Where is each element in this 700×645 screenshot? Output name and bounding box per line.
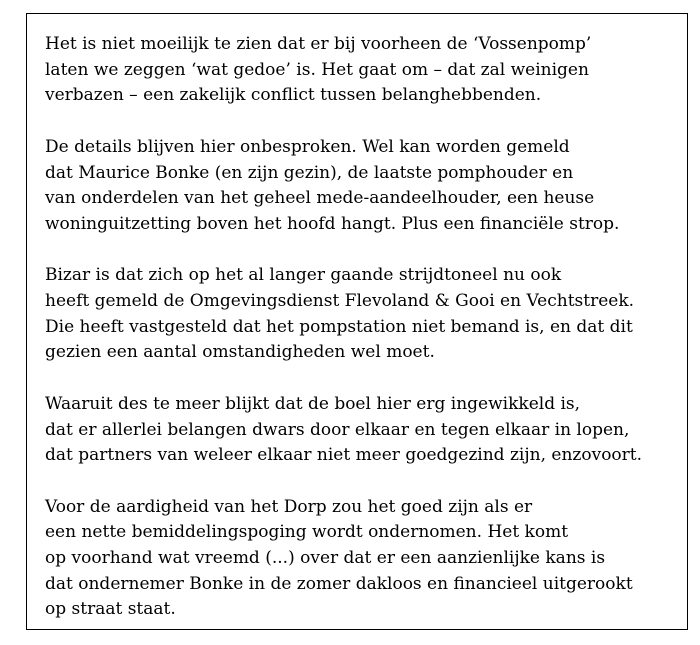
text-line: Die heeft vastgesteld dat het pompstation niet bemand is, en dat dit — [45, 316, 633, 337]
text-line: op straat staat. — [45, 599, 176, 620]
text-line: gezien een aantal omstandigheden wel moet. — [45, 342, 435, 363]
text-line: woninguitzetting boven het hoofd hangt. Plus een financiële strop. — [45, 213, 620, 234]
paragraph-2 — [45, 135, 677, 238]
text-line: op voorhand wat vreemd (...) over dat er een aanzienlijke kans is — [45, 548, 606, 568]
text-line: van onderdelen van het geheel mede-aandeelhouder, een heuse — [45, 188, 595, 209]
text-line: Waaruit des te meer blijkt dat de boel hier erg ingewikkeld is, — [45, 393, 581, 414]
text-line: laten we zeggen ‘wat gedoe’ is. Het gaat om – dat zal weinigen — [45, 59, 589, 80]
paragraph-4 — [45, 392, 677, 469]
paragraph-3 — [45, 263, 677, 366]
text-line: verbazen – een zakelijk conflict tussen belanghebbenden. — [45, 85, 542, 106]
text-line: Het is niet moeilijk te zien dat er bij voorheen de ‘Vossenpomp’ — [45, 34, 592, 54]
text-line: heeft gemeld de Omgevingsdienst Flevoland & Gooi en Vechtstreek. — [45, 291, 635, 311]
text-line: een nette bemiddelingspoging wordt ondernomen. Het komt — [45, 522, 569, 543]
text-frame — [26, 13, 688, 630]
text-line: dat er allerlei belangen dwars door elkaar en tegen elkaar in lopen, — [45, 419, 630, 440]
text-line: dat Maurice Bonke (en zijn gezin), de laatste pomphouder en — [45, 162, 574, 183]
paragraph-5 — [45, 495, 677, 624]
text-line: Bizar is dat zich op het al langer gaande strijdtoneel nu ook — [45, 265, 562, 286]
text-line: dat partners van weleer elkaar niet meer goedgezind zijn, enzovoort. — [45, 445, 643, 466]
text-line: Voor de aardigheid van het Dorp zou het goed zijn als er — [45, 496, 533, 517]
text-line: De details blijven hier onbesproken. Wel kan worden gemeld — [45, 136, 570, 157]
text-line: dat ondernemer Bonke in de zomer dakloos en financieel uitgerookt — [45, 573, 633, 594]
article-text — [45, 32, 677, 623]
paragraph-1 — [45, 32, 677, 109]
